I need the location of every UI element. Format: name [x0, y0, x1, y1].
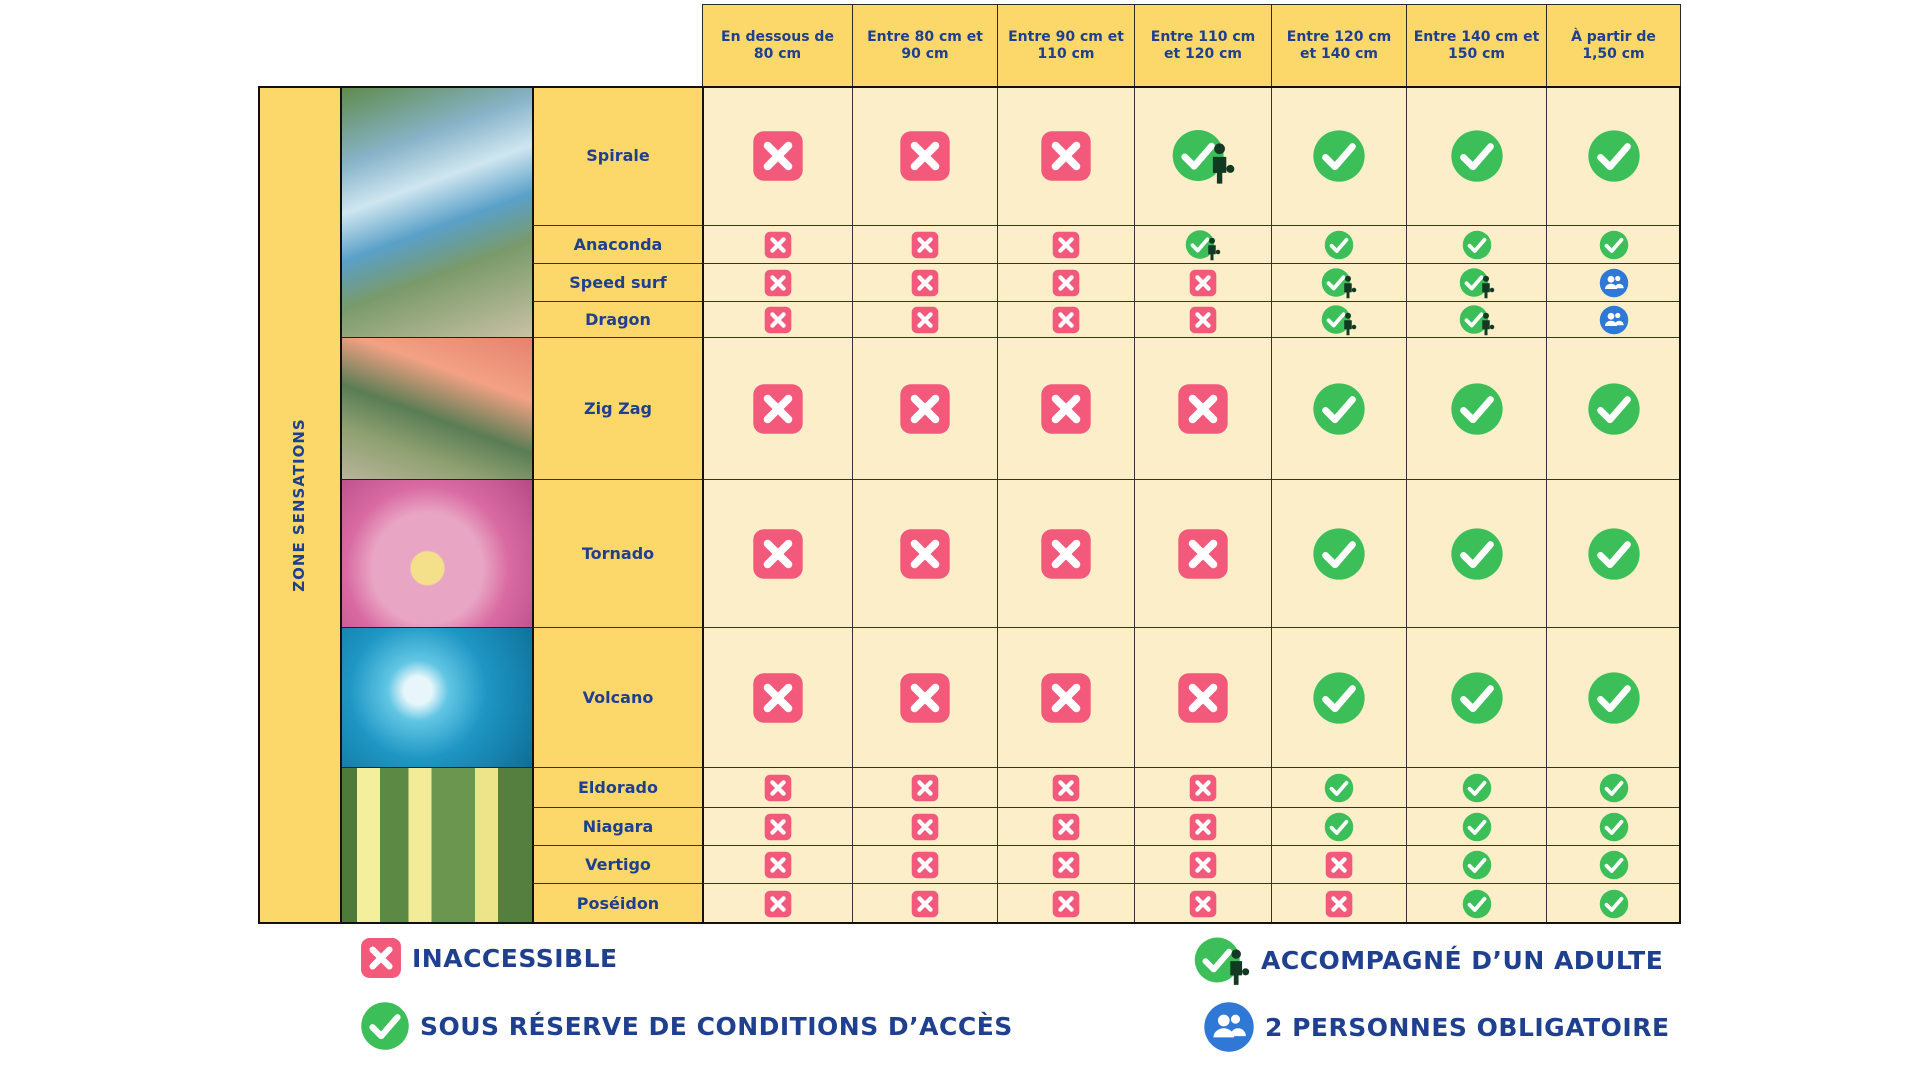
table-cell	[1546, 338, 1681, 480]
zone-label-column	[258, 86, 342, 924]
photo-eldorado-poseidon	[342, 768, 532, 924]
table-cell	[997, 226, 1134, 264]
table-cell	[1406, 338, 1546, 480]
two-persons-icon	[1203, 1001, 1255, 1053]
table-cell	[997, 480, 1134, 628]
table-cell	[1271, 768, 1406, 808]
x-icon	[764, 813, 792, 841]
x-icon	[764, 890, 792, 918]
table-cell	[1406, 628, 1546, 768]
table-cell	[1406, 226, 1546, 264]
table-cell	[852, 768, 997, 808]
row-name: Anaconda	[532, 226, 702, 264]
table-cell	[1406, 808, 1546, 846]
table-cell	[852, 480, 997, 628]
check-icon	[1450, 527, 1504, 581]
check-icon	[1599, 889, 1629, 919]
table-cell	[1134, 768, 1271, 808]
check-icon	[1324, 773, 1354, 803]
row-name: Speed surf	[532, 264, 702, 302]
check-icon	[1462, 812, 1492, 842]
x-icon	[911, 851, 939, 879]
x-icon	[752, 383, 804, 435]
x-icon	[911, 813, 939, 841]
table-cell	[702, 846, 852, 884]
x-icon	[911, 269, 939, 297]
x-icon	[1177, 383, 1229, 435]
table-cell	[997, 628, 1134, 768]
row-name: Eldorado	[532, 768, 702, 808]
table-cell	[997, 264, 1134, 302]
check-with-adult-icon	[1459, 303, 1495, 336]
legend-inaccessible	[360, 937, 618, 979]
row-name: Tornado	[532, 480, 702, 628]
x-icon	[1040, 672, 1092, 724]
x-icon	[911, 890, 939, 918]
table-cell	[702, 302, 852, 338]
table-cell	[1134, 884, 1271, 924]
two-persons-icon	[1599, 268, 1629, 298]
x-icon	[1052, 890, 1080, 918]
column-header: En dessous de 80 cm	[702, 4, 853, 87]
x-icon	[899, 383, 951, 435]
x-icon	[911, 774, 939, 802]
check-icon	[1312, 129, 1366, 183]
check-icon	[1587, 671, 1641, 725]
table-cell	[702, 264, 852, 302]
table-cell	[1546, 480, 1681, 628]
photo-zig-zag	[342, 338, 532, 480]
table-cell	[1546, 628, 1681, 768]
x-icon	[1325, 890, 1353, 918]
x-icon	[764, 306, 792, 334]
legend-inaccessible-text: INACCESSIBLE	[412, 943, 618, 973]
table-cell	[1271, 808, 1406, 846]
column-header: À partir de 1,50 cm	[1546, 4, 1681, 87]
x-icon	[1189, 269, 1217, 297]
row-name: Spirale	[532, 86, 702, 226]
check-icon	[1312, 382, 1366, 436]
check-icon	[1324, 230, 1354, 260]
row-name: Dragon	[532, 302, 702, 338]
check-with-adult-icon	[1321, 266, 1357, 299]
row-name: Poséidon	[532, 884, 702, 924]
check-icon	[1450, 671, 1504, 725]
x-icon	[899, 672, 951, 724]
table-cell	[1271, 846, 1406, 884]
x-icon	[752, 528, 804, 580]
check-icon	[1599, 812, 1629, 842]
x-icon	[1052, 306, 1080, 334]
table-cell	[1406, 264, 1546, 302]
table-cell	[1134, 846, 1271, 884]
check-icon	[1312, 671, 1366, 725]
check-icon	[1324, 812, 1354, 842]
x-icon	[764, 851, 792, 879]
table-cell	[852, 846, 997, 884]
x-icon	[764, 269, 792, 297]
table-cell	[702, 628, 852, 768]
table-cell	[1546, 808, 1681, 846]
table-cell	[997, 338, 1134, 480]
table-cell	[702, 338, 852, 480]
table-cell	[702, 86, 852, 226]
table-cell	[1134, 480, 1271, 628]
x-icon	[764, 774, 792, 802]
check-icon	[1462, 889, 1492, 919]
x-icon	[1189, 306, 1217, 334]
x-icon	[360, 937, 402, 979]
table-cell	[1406, 884, 1546, 924]
row-name: Niagara	[532, 808, 702, 846]
table-cell	[1271, 338, 1406, 480]
table-cell	[1134, 338, 1271, 480]
table-cell	[997, 808, 1134, 846]
table-cell	[852, 302, 997, 338]
table-cell	[1406, 768, 1546, 808]
check-icon	[1587, 129, 1641, 183]
table-cell	[852, 86, 997, 226]
table-cell	[997, 302, 1134, 338]
column-header: Entre 140 cm et 150 cm	[1406, 4, 1547, 87]
x-icon	[1040, 528, 1092, 580]
check-icon	[1462, 850, 1492, 880]
check-icon	[1587, 382, 1641, 436]
table-cell	[852, 226, 997, 264]
table-cell	[1406, 86, 1546, 226]
table-cell	[997, 846, 1134, 884]
column-header: Entre 90 cm et 110 cm	[997, 4, 1135, 87]
table-cell	[1546, 768, 1681, 808]
x-icon	[1052, 231, 1080, 259]
x-icon	[752, 672, 804, 724]
table-cell	[1271, 86, 1406, 226]
table-cell	[1406, 480, 1546, 628]
table-cell	[1134, 86, 1271, 226]
check-with-adult-icon	[1459, 266, 1495, 299]
check-icon	[1462, 230, 1492, 260]
legend-conditions-text: SOUS RÉSERVE DE CONDITIONS D’ACCÈS	[420, 1011, 1013, 1041]
table-cell	[1134, 226, 1271, 264]
x-icon	[1177, 528, 1229, 580]
table-cell	[702, 808, 852, 846]
check-with-adult-icon	[1193, 934, 1251, 986]
table-cell	[1546, 86, 1681, 226]
x-icon	[1177, 672, 1229, 724]
table-cell	[1406, 302, 1546, 338]
column-header: Entre 80 cm et 90 cm	[852, 4, 998, 87]
row-name: Zig Zag	[532, 338, 702, 480]
table-cell	[1271, 302, 1406, 338]
photo-spirale-anaconda	[342, 86, 532, 338]
table-cell	[852, 338, 997, 480]
check-icon	[1599, 230, 1629, 260]
table-cell	[852, 808, 997, 846]
table-cell	[702, 226, 852, 264]
table-cell	[702, 480, 852, 628]
check-icon	[1599, 850, 1629, 880]
table-cell	[1271, 884, 1406, 924]
table-cell	[1546, 264, 1681, 302]
legend-group-text: 2 PERSONNES OBLIGATOIRE	[1265, 1012, 1670, 1042]
check-icon	[1312, 527, 1366, 581]
x-icon	[899, 130, 951, 182]
x-icon	[1052, 269, 1080, 297]
legend-group	[1203, 1001, 1670, 1053]
legend-adult	[1193, 934, 1663, 986]
table-cell	[997, 86, 1134, 226]
x-icon	[1052, 851, 1080, 879]
table-cell	[702, 884, 852, 924]
column-header: Entre 120 cm et 140 cm	[1271, 4, 1407, 87]
x-icon	[1189, 851, 1217, 879]
x-icon	[752, 130, 804, 182]
check-icon	[1587, 527, 1641, 581]
table-cell	[1134, 264, 1271, 302]
check-icon	[1599, 773, 1629, 803]
zone-label: ZONE SENSATIONS	[290, 418, 308, 592]
table-cell	[1546, 226, 1681, 264]
x-icon	[1189, 813, 1217, 841]
check-icon	[1450, 382, 1504, 436]
x-icon	[899, 528, 951, 580]
table-cell	[702, 768, 852, 808]
legend-adult-text: ACCOMPAGNÉ D’UN ADULTE	[1261, 945, 1664, 975]
legend-conditions	[360, 1001, 1013, 1051]
table-cell	[1271, 480, 1406, 628]
check-with-adult-icon	[1185, 228, 1221, 261]
check-with-adult-icon	[1171, 126, 1236, 185]
table-cell	[852, 628, 997, 768]
table-cell	[1134, 628, 1271, 768]
table-cell	[997, 884, 1134, 924]
x-icon	[1040, 383, 1092, 435]
check-icon	[1462, 773, 1492, 803]
check-with-adult-icon	[1321, 303, 1357, 336]
x-icon	[1189, 890, 1217, 918]
x-icon	[1040, 130, 1092, 182]
table-cell	[1271, 226, 1406, 264]
table-cell	[852, 884, 997, 924]
x-icon	[911, 231, 939, 259]
photo-tornado	[342, 480, 532, 628]
table-cell	[1134, 302, 1271, 338]
check-icon	[1450, 129, 1504, 183]
photo-volcano	[342, 628, 532, 768]
x-icon	[1052, 813, 1080, 841]
table-cell	[1546, 884, 1681, 924]
x-icon	[1052, 774, 1080, 802]
x-icon	[1189, 774, 1217, 802]
table-cell	[1546, 846, 1681, 884]
table-cell	[1271, 628, 1406, 768]
table-cell	[997, 768, 1134, 808]
table-cell	[1134, 808, 1271, 846]
table-cell	[1546, 302, 1681, 338]
x-icon	[911, 306, 939, 334]
column-header: Entre 110 cm et 120 cm	[1134, 4, 1272, 87]
row-name: Volcano	[532, 628, 702, 768]
table-cell	[852, 264, 997, 302]
two-persons-icon	[1599, 305, 1629, 335]
x-icon	[764, 231, 792, 259]
check-icon	[360, 1001, 410, 1051]
row-name: Vertigo	[532, 846, 702, 884]
table-cell	[1271, 264, 1406, 302]
x-icon	[1325, 851, 1353, 879]
table-cell	[1406, 846, 1546, 884]
